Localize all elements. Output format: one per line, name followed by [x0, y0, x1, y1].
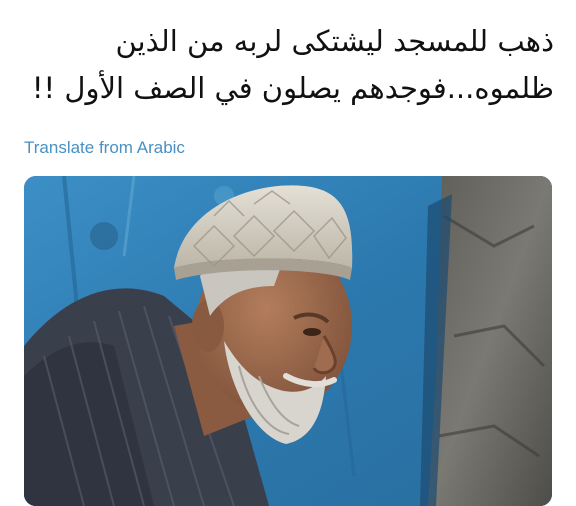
tweet-line-1: ذهب للمسجد ليشتكى لربه من الذين: [115, 24, 554, 58]
tweet-photo[interactable]: [24, 176, 552, 506]
tweet-line-2: ظلموه...فوجدهم يصلون في الصف الأول !!: [31, 71, 554, 105]
translate-link[interactable]: Translate from Arabic: [24, 138, 185, 157]
tweet-text: [14, 18, 554, 112]
photo-icon: [24, 176, 552, 506]
